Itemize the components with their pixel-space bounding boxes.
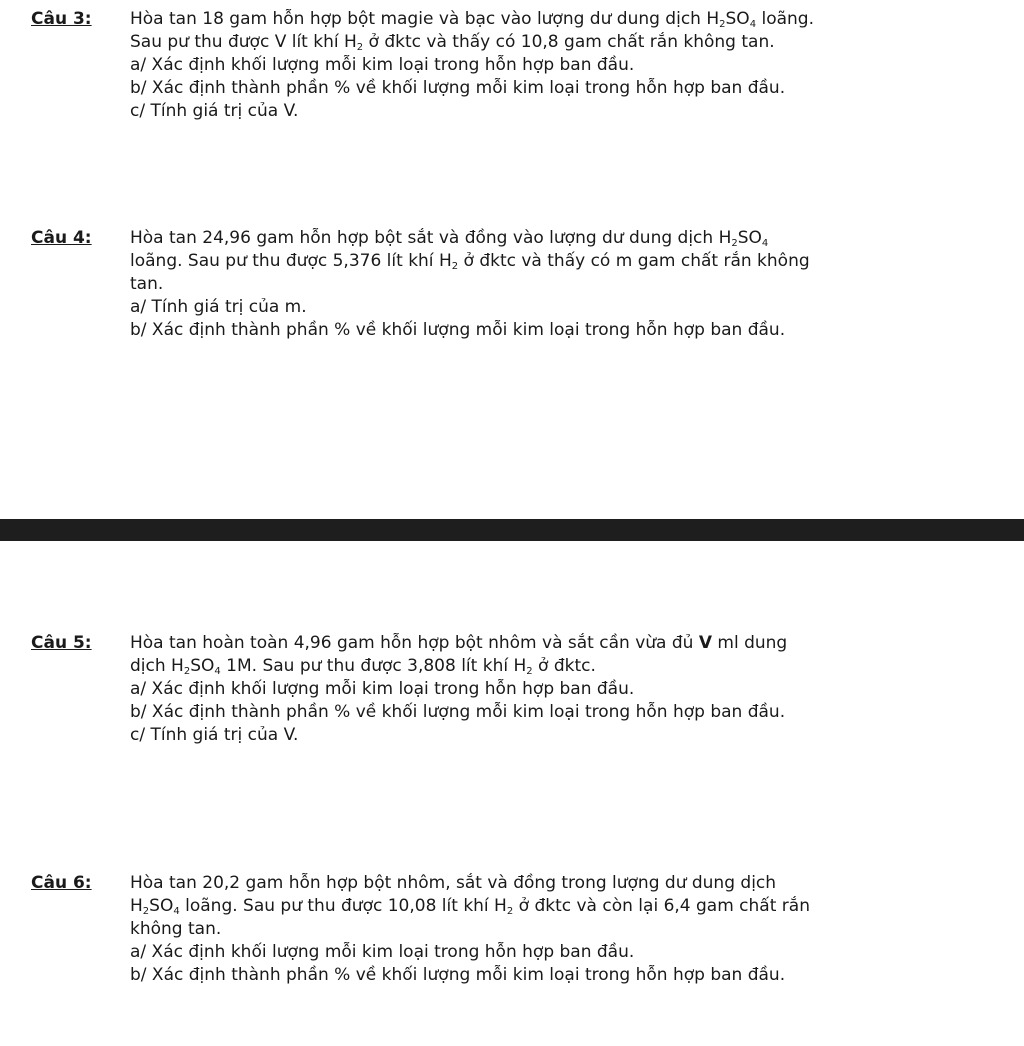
question-5-line-1: Hòa tan hoàn toàn 4,96 gam hỗn hợp bột nhôm và sắt cần vừa đủ V ml dung [130, 633, 788, 653]
question-4-label: Câu 4: [31, 228, 92, 248]
question-3-part-b: b/ Xác định thành phần % về khối lượng mỗi kim loại trong hỗn hợp ban đầu. [130, 78, 786, 98]
question-5 [31, 632, 1006, 747]
question-3-line-2: Sau pư thu được V lít khí $H_2$ ở đktc và thấy có 10,8 gam chất rắn không tan. [130, 32, 775, 53]
question-3-part-c: c/ Tính giá trị của V. [130, 101, 299, 121]
question-6 [31, 872, 1006, 987]
question-3-line-1: Hòa tan 18 gam hỗn hợp bột magie và bạc vào lượng dư dung dịch $H_2SO_4$ loãng. [130, 9, 814, 30]
question-6-line-2: $H_2SO_4$ loãng. Sau pư thu được 10,08 lít khí $H_2$ ở đktc và còn lại 6,4 gam chất rắn [130, 896, 810, 917]
question-5-label: Câu 5: [31, 633, 92, 653]
question-5-body [130, 632, 1006, 747]
question-3-part-a: a/ Xác định khối lượng mỗi kim loại trong hỗn hợp ban đầu. [130, 55, 635, 75]
question-6-label: Câu 6: [31, 873, 92, 893]
question-6-part-b: b/ Xác định thành phần % về khối lượng mỗi kim loại trong hỗn hợp ban đầu. [130, 965, 786, 985]
question-4-line-3: tan. [130, 274, 164, 294]
question-6-part-a: a/ Xác định khối lượng mỗi kim loại trong hỗn hợp ban đầu. [130, 942, 635, 962]
page-top [0, 0, 1024, 520]
question-3-label: Câu 3: [31, 9, 92, 29]
question-4-body [130, 227, 1006, 342]
question-6-body [130, 872, 1006, 987]
question-4-line-2: loãng. Sau pư thu được 5,376 lít khí $H_2$ ở đktc và thấy có m gam chất rắn không [130, 251, 810, 272]
question-6-line-3: không tan. [130, 919, 222, 939]
page-divider [0, 519, 1024, 541]
question-3 [31, 8, 1006, 123]
question-5-part-c: c/ Tính giá trị của V. [130, 725, 299, 745]
page-bottom [0, 540, 1024, 1046]
question-4-part-a: a/ Tính giá trị của m. [130, 297, 307, 317]
question-3-body [130, 8, 1006, 123]
question-5-part-a: a/ Xác định khối lượng mỗi kim loại trong hỗn hợp ban đầu. [130, 679, 635, 699]
question-5-part-b: b/ Xác định thành phần % về khối lượng mỗi kim loại trong hỗn hợp ban đầu. [130, 702, 786, 722]
question-6-line-1: Hòa tan 20,2 gam hỗn hợp bột nhôm, sắt và đồng trong lượng dư dung dịch [130, 873, 777, 893]
question-5-line-2: dịch $H_2SO_4$ 1M. Sau pư thu được 3,808 lít khí $H_2$ ở đktc. [130, 656, 596, 677]
question-4-part-b: b/ Xác định thành phần % về khối lượng mỗi kim loại trong hỗn hợp ban đầu. [130, 320, 786, 340]
question-4-line-1: Hòa tan 24,96 gam hỗn hợp bột sắt và đồng vào lượng dư dung dịch $H_2SO_4$ [130, 228, 769, 249]
question-4 [31, 227, 1006, 342]
